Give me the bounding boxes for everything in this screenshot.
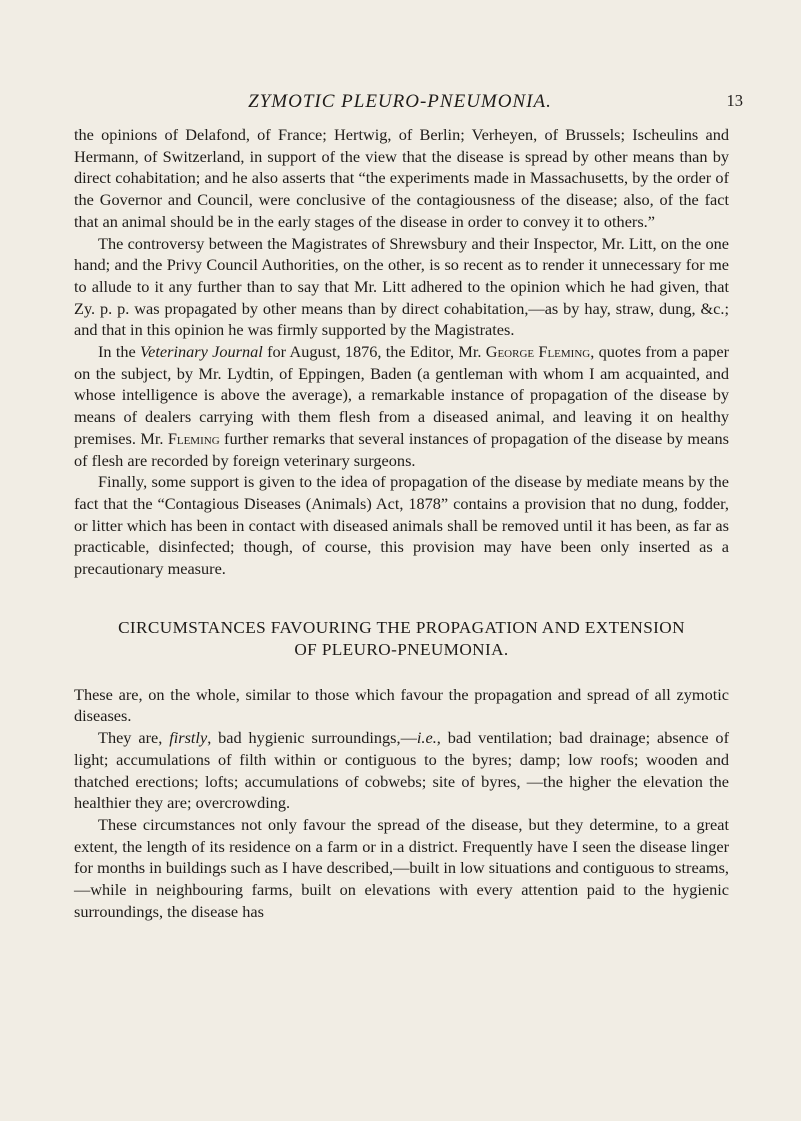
body-text xyxy=(74,124,729,923)
section-heading-line-2: OF PLEURO-PNEUMONIA. xyxy=(294,639,509,659)
paragraph-similar-causes: These are, on the whole, similar to those which favour the propagation and spread of all zymotic diseases. xyxy=(74,684,729,726)
section-heading xyxy=(74,617,729,661)
paragraph-continued: the opinions of Delafond, of France; Hertwig, of Berlin; Verheyen, of Brussels; Ischeulins and Hermann, of Switzerland, in support of the view that the disease is spread by other means than by direct cohabitation; and he also asserts that “the experiments made in Massachusetts, by the order of the Governor and Council, were conclusive of the contagiousness of the disease; also, of the fact that an animal should be in the early stages of the disease in order to convey it to others.” xyxy=(74,125,729,231)
text-run: further remarks that several instances of propagation of the disease by means of flesh are recorded by foreign veterinary surgeons. xyxy=(74,428,729,470)
text-run: In the xyxy=(98,342,141,362)
firstly-emphasis: firstly xyxy=(169,728,208,748)
text-run: , bad ventilation; bad drainage; absence of light; accumulations of filth within or contiguous to the byres; damp; low roofs; wooden and thatched erections; lofts; accumulations of cobwebs; site of byres, —the higher the elevation the healthier they are; overcrowding. xyxy=(74,728,729,813)
paragraph-shrewsbury-controversy: The controversy between the Magistrates of Shrewsbury and their Inspector, Mr. Litt, on the one hand; and the Privy Council Authorities, on the other, is so recent as to render it unnecessary for me to allude to it any further than to say that Mr. Litt adhered to the opinion which he had given, that Zy. p. p. was propagated by other means than by direct cohabitation,—as by hay, straw, dung, &c.; and that in this opinion he was firmly supported by the Magistrates. xyxy=(74,233,729,340)
page-number: 13 xyxy=(726,91,743,110)
section-heading-line-1: CIRCUMSTANCES FAVOURING THE PROPAGATION AND EXTENSION xyxy=(118,617,685,637)
fleming-name: Fleming xyxy=(167,428,220,448)
ie-abbreviation: i.e. xyxy=(416,728,437,748)
running-header xyxy=(0,91,801,117)
paragraph-hygienic-surroundings xyxy=(74,727,729,814)
paragraph-mediate-means: Finally, some support is given to the idea of propagation of the disease by mediate means by the fact that the “Contagious Diseases (Animals) Act, 1878” contains a provision that no dung, fodder, or litter which has been in contact with diseased animals shall be removed until it has been, as far as practicable, disinfected; though, of course, this provision may have been only inserted as a precautionary measure. xyxy=(74,472,729,579)
text-run: for August, 1876, the Editor, Mr. xyxy=(262,342,486,362)
editor-name: George Fleming xyxy=(485,342,591,362)
paragraph-veterinary-journal xyxy=(74,341,729,471)
running-title: ZYMOTIC PLEURO-PNEUMONIA. xyxy=(248,91,552,112)
text-run: , bad hygienic surroundings,— xyxy=(207,728,417,748)
text-run: They are, xyxy=(98,728,170,748)
text-run: , quotes from a paper on the subject, by Mr. Lydtin, of Eppingen, Baden (a gentleman with whom I am acquainted, and whose intelligence is above the average), a remarkable instance of propagation of the disease by means of dealers carrying with them flesh from a diseased animal, and leaving it on healthy premises. Mr. xyxy=(74,342,730,448)
paragraph-residence-duration: These circumstances not only favour the spread of the disease, but they determine, to a great extent, the length of its residence on a farm or in a district. Frequently have I seen the disease linger for months in buildings such as I have described,—built in low situations and contiguous to streams,—while in neighbouring farms, built on elevations with every attention paid to the hygienic surroundings, the disease has xyxy=(74,814,729,921)
journal-title: Veterinary Journal xyxy=(140,342,263,362)
